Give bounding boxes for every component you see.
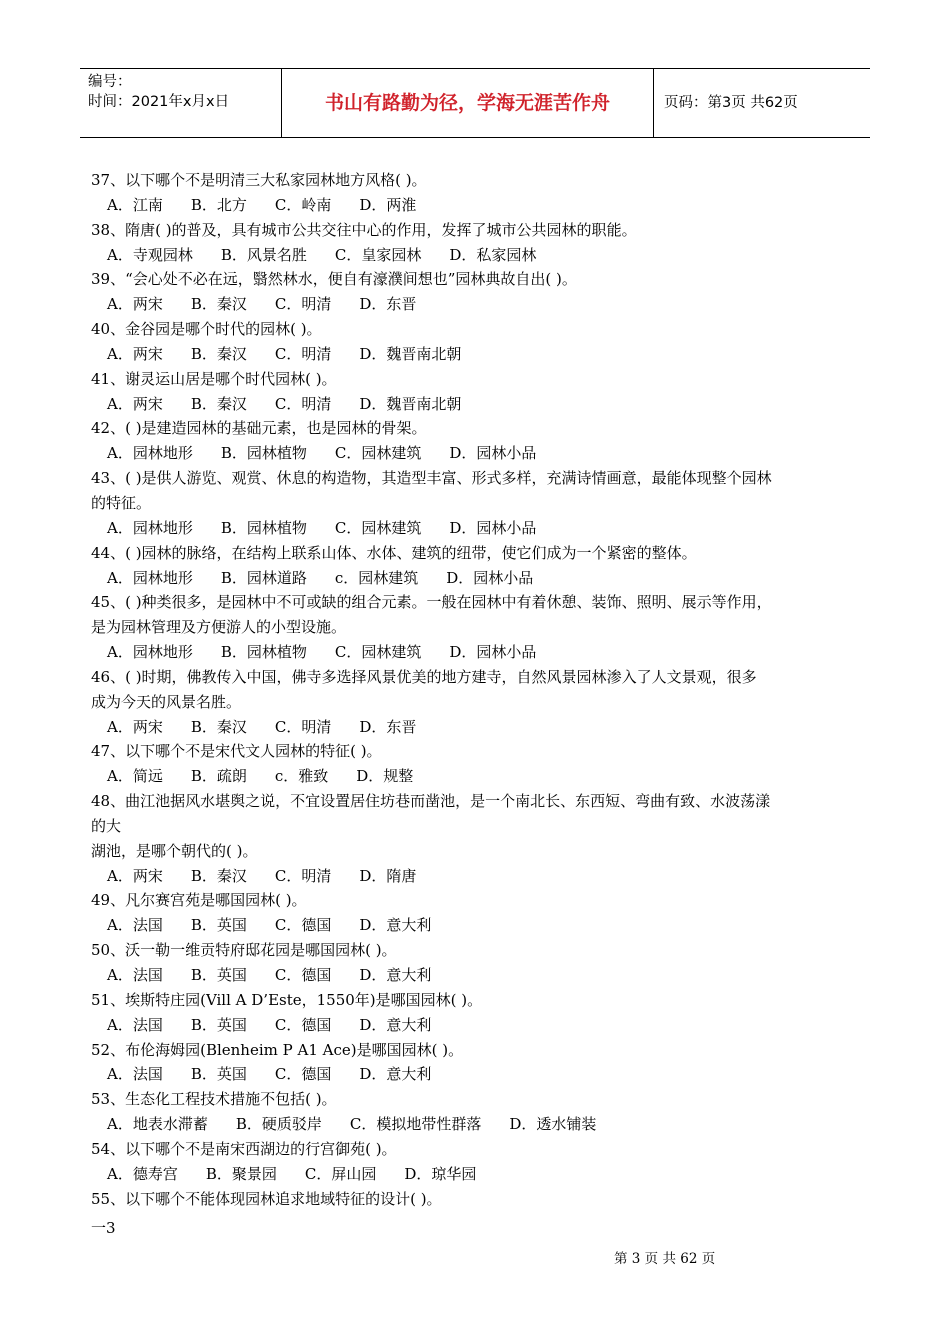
answer-option: D．意大利 xyxy=(359,916,432,935)
answer-option: A．两宋 xyxy=(107,344,163,363)
question-line: 40、金谷园是哪个时代的园林( )。 xyxy=(91,320,322,339)
answer-option: B．风景名胜 xyxy=(220,245,307,264)
answer-option: C．屏山园 xyxy=(304,1164,377,1183)
answer-option: B．园林植物 xyxy=(220,643,307,662)
question-line: 湖池，是哪个朝代的( )。 xyxy=(91,841,258,860)
answer-option: B．秦汉 xyxy=(190,295,247,314)
question-line: 47、以下哪个不是宋代文人园林的特征( )。 xyxy=(91,742,382,761)
answer-option: D．透水铺装 xyxy=(509,1115,597,1134)
options-line xyxy=(91,1112,871,1137)
answer-option: A．两宋 xyxy=(107,866,163,885)
page-marker: 一3 xyxy=(91,1219,116,1237)
answer-option: C．明清 xyxy=(274,295,332,314)
answer-option: B．秦汉 xyxy=(190,717,247,736)
question-line: 46、( )时期，佛教传入中国，佛寺多选择风景优美的地方建寺，自然风景园林渗入了人文景观，很多 xyxy=(91,667,757,686)
answer-option: A．德寿宫 xyxy=(107,1164,178,1183)
question-line: 55、以下哪个不能体现园林追求地域特征的设计( )。 xyxy=(91,1189,442,1208)
header-meta-cell xyxy=(80,69,282,137)
options-line xyxy=(91,963,871,988)
options-line xyxy=(91,566,871,591)
answer-option: A．园林地形 xyxy=(107,643,193,662)
question-line: 44、( )园林的脉络，在结构上联系山体、水体、建筑的纽带，使它们成为一个紧密的整体。 xyxy=(91,543,697,562)
answer-option: D．意大利 xyxy=(359,966,432,984)
options-line xyxy=(91,715,871,740)
answer-option: D．规整 xyxy=(356,767,414,786)
options-line xyxy=(91,764,871,789)
answer-option: C．德国 xyxy=(274,966,332,984)
answer-option: D．意大利 xyxy=(359,1065,432,1084)
question-list xyxy=(91,168,871,1211)
answer-option: C．明清 xyxy=(274,866,332,885)
answer-option: A．法国 xyxy=(107,966,163,984)
answer-option: D．琼华园 xyxy=(404,1164,477,1183)
options-line xyxy=(91,243,871,268)
answer-option: D．魏晋南北朝 xyxy=(359,344,462,363)
question-line: 54、以下哪个不是南宋西湖边的行宫御苑( )。 xyxy=(91,1139,397,1158)
options-line xyxy=(91,1013,871,1038)
answer-option: A．两宋 xyxy=(107,717,163,736)
question-line: 的特征。 xyxy=(91,493,152,512)
answer-option: C．明清 xyxy=(274,394,332,413)
question-line: 38、隋唐( )的普及，具有城市公共交往中心的作用，发挥了城市公共园林的职能。 xyxy=(91,220,637,239)
answer-option: B．秦汉 xyxy=(190,344,247,363)
answer-option: D．隋唐 xyxy=(359,866,417,885)
answer-option: C．德国 xyxy=(274,1015,332,1034)
answer-option: D．意大利 xyxy=(359,1015,432,1034)
question-line: 52、布伦海姆园(Blenheim P A1 Ace)是哪国园林( )。 xyxy=(91,1040,464,1059)
question-line: 53、生态化工程技术措施不包括( )。 xyxy=(91,1090,337,1109)
answer-option: D．园林小品 xyxy=(449,643,537,662)
question-line: 51、埃斯特庄园(Vill A D’Este，1550年)是哪国园林( )。 xyxy=(91,990,483,1009)
answer-option: B．疏朗 xyxy=(190,767,247,786)
answer-option: A．两宋 xyxy=(107,295,163,314)
answer-option: B．英国 xyxy=(190,1015,247,1034)
answer-option: B．园林道路 xyxy=(220,568,307,587)
answer-option: A．园林地形 xyxy=(107,568,193,587)
question-line: 成为今天的风景名胜。 xyxy=(91,692,242,711)
answer-option: A．简远 xyxy=(107,767,163,786)
question-line: 41、谢灵运山居是哪个时代园林( )。 xyxy=(91,369,337,388)
answer-option: D．园林小品 xyxy=(449,444,537,463)
answer-option: C．德国 xyxy=(274,1065,332,1084)
answer-option: D．园林小品 xyxy=(446,568,534,587)
answer-option: C．模拟地带性群落 xyxy=(349,1115,482,1134)
question-line: 48、曲江池据风水堪舆之说，不宜设置居住坊巷而凿池，是一个南北长、东西短、弯曲有致、水波荡漾 xyxy=(91,792,771,811)
answer-option: B．北方 xyxy=(190,195,247,214)
answer-option: B．园林植物 xyxy=(220,518,307,537)
answer-option: A．园林地形 xyxy=(107,444,193,463)
question-line: 37、以下哪个不是明清三大私家园林地方风格( )。 xyxy=(91,171,427,189)
answer-option: c．园林建筑 xyxy=(334,568,419,587)
time-label: 时间：2021年x月x日 xyxy=(88,94,230,110)
answer-option: A．寺观园林 xyxy=(107,245,193,264)
options-line xyxy=(91,441,871,466)
options-line xyxy=(91,913,871,938)
answer-option: A．园林地形 xyxy=(107,518,193,537)
answer-option: C．岭南 xyxy=(274,195,332,214)
question-line: 39、“会心处不必在远，翳然林水，便自有濠濮间想也”园林典故自出( )。 xyxy=(91,270,577,289)
answer-option: C．园林建筑 xyxy=(334,518,422,537)
options-line xyxy=(91,292,871,317)
answer-option: D．东晋 xyxy=(359,717,417,736)
options-line xyxy=(91,1062,871,1087)
answer-option: B．英国 xyxy=(190,966,247,984)
answer-option: A．法国 xyxy=(107,916,163,935)
answer-option: B．秦汉 xyxy=(190,866,247,885)
answer-option: B．英国 xyxy=(190,1065,247,1084)
options-line xyxy=(91,342,871,367)
header-page-info: 页码：第3页 共62页 xyxy=(664,95,798,111)
answer-option: D．园林小品 xyxy=(449,518,537,537)
answer-option: B．硬质驳岸 xyxy=(235,1115,322,1134)
question-line: 49、凡尔赛宫苑是哪国园林( )。 xyxy=(91,891,307,910)
options-line xyxy=(91,1162,871,1187)
page-header xyxy=(80,68,870,138)
answer-option: C．园林建筑 xyxy=(334,643,422,662)
question-line: 50、沃一勒一维贡特府邸花园是哪国园林( )。 xyxy=(91,941,397,960)
question-line: 的大 xyxy=(91,816,122,835)
question-line: 42、( )是建造园林的基础元素，也是园林的骨架。 xyxy=(91,419,427,438)
answer-option: D．两淮 xyxy=(359,195,417,214)
answer-option: A．法国 xyxy=(107,1015,163,1034)
answer-option: D．东晋 xyxy=(359,295,417,314)
options-line xyxy=(91,392,871,417)
answer-option: A．两宋 xyxy=(107,394,163,413)
answer-option: D．私家园林 xyxy=(449,245,537,264)
question-line: 是为园林管理及方便游人的小型设施。 xyxy=(91,618,347,637)
answer-option: C．明清 xyxy=(274,344,332,363)
options-line xyxy=(91,864,871,889)
answer-option: B．园林植物 xyxy=(220,444,307,463)
answer-option: D．魏晋南北朝 xyxy=(359,394,462,413)
answer-option: B．秦汉 xyxy=(190,394,247,413)
answer-option: B．聚景园 xyxy=(205,1164,277,1183)
answer-option: C．园林建筑 xyxy=(334,444,422,463)
question-line: 45、( )种类很多，是园林中不可或缺的组合元素。一般在园林中有着休憩、装饰、照明、展示等作用， xyxy=(91,593,772,612)
answer-option: A．江南 xyxy=(107,195,163,214)
options-line xyxy=(91,640,871,665)
header-motto: 书山有路勤为径，学海无涯苦作舟 xyxy=(282,69,654,137)
question-line: 43、( )是供人游览、观赏、休息的构造物，其造型丰富、形式多样，充满诗情画意，最能体现整个园林 xyxy=(91,469,772,488)
options-line xyxy=(91,516,871,541)
options-line xyxy=(91,193,871,218)
number-label: 编号： xyxy=(88,74,132,90)
answer-option: A．法国 xyxy=(107,1065,163,1084)
page-footer: 第 3 页 共 62 页 xyxy=(614,1251,716,1267)
answer-option: C．明清 xyxy=(274,717,332,736)
answer-option: C．德国 xyxy=(274,916,332,935)
answer-option: C．皇家园林 xyxy=(334,245,422,264)
answer-option: A．地表水滞蓄 xyxy=(107,1115,208,1134)
answer-option: c．雅致 xyxy=(274,767,329,786)
answer-option: B．英国 xyxy=(190,916,247,935)
